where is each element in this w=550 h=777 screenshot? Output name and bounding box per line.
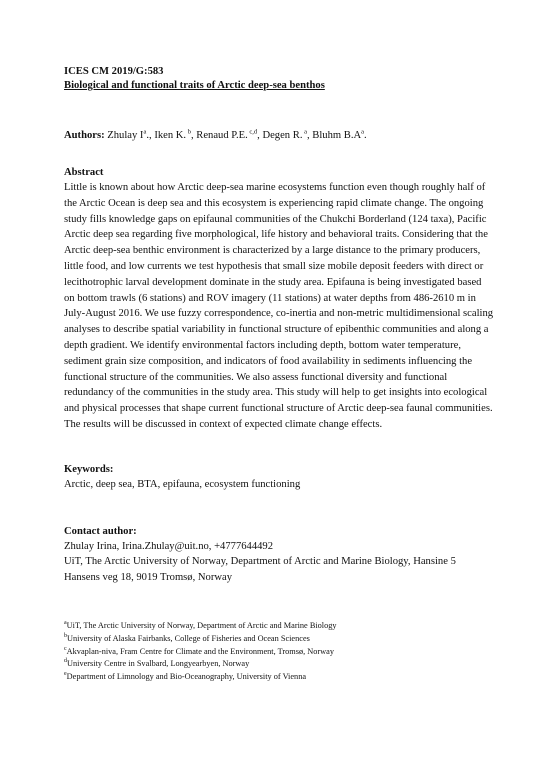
authors-label: Authors: <box>64 130 105 141</box>
author: Renaud P.E. $^{c,d}$, <box>196 128 263 141</box>
abstract-heading: Abstract <box>64 167 104 178</box>
affiliations-list <box>64 620 494 684</box>
affiliation-item: $^d$University Centre in Svalbard, Longyearbyen, Norway <box>64 658 250 669</box>
contact-address: UiT, The Arctic University of Norway, Department of Arctic and Marine Biology, Hansine 5 Hansens veg 18, 9019 Tromsø, Norway <box>64 556 456 584</box>
author: Iken K. $^b$, <box>154 128 197 141</box>
conference-reference: ICES CM 2019/G:583 <box>64 66 164 77</box>
affiliation-item: $^a$UiT, The Arctic University of Norway, Department of Arctic and Marine Biology <box>64 620 337 630</box>
keywords-heading: Keywords: <box>64 463 114 475</box>
affiliation-item: $^c$Akvaplan-niva, Fram Centre for Climate and the Environment, Tromsø, Norway <box>64 645 334 656</box>
document-page <box>64 65 494 684</box>
contact-heading: Contact author: <box>64 525 137 537</box>
affiliation-item: $^b$University of Alaska Fairbanks, College of Fisheries and Ocean Sciences <box>64 632 310 643</box>
paper-title: Biological and functional traits of Arctic deep-sea benthos <box>64 80 325 91</box>
abstract-text: Little is known about how Arctic deep-sea marine ecosystems function even though roughly half of the Arctic Ocean is deep sea and this ecosystem is experiencing rapid climate change. The ongoing study fills knowledge gaps on epifaunal communities of the Chukchi Borderland (124 taxa), Pacific Arctic deep sea regarding five morphological, life history and behavioral traits. Considering that the Arctic deep-sea benthic environment is characterized by a large distance to the primary producers, little food, and low currents we test hypothesis that small size mobile deposit feeders with direct or lecithotrophic larval development dominate in the study area. Epifauna is being investigated based on bottom trawls (6 stations) and ROV imagery (11 stations) at water depths from 486-2610 m in July-August 2016. We use fuzzy correspondence, co-inertia and non-metric multidimensional scaling analyses to describe spatial variability in functional structure of epibenthic communities and along a depth gradient. We identify environmental factors including depth, bottom water temperature, sediment grain size composition, and indicators of food availability in sediments influencing the functional structure of the communities. We also assess functional diversity and functional redundancy of the communities in the study area. This study will help to get insights into ecological and physical processes that shape current functional structure of Arctic deep-sea faunal communities. The results will be discussed in context of expected climate change effects. <box>64 182 494 430</box>
keywords-text: Arctic, deep sea, BTA, epifauna, ecosystem functioning <box>64 478 301 490</box>
affiliation-item: $^e$Department of Limnology and Bio-Oceanography, University of Vienna <box>64 671 307 682</box>
authors-line <box>64 129 494 143</box>
author: Zhulay $I^a$., <box>107 128 155 141</box>
author: Bluhm $B.A^a$. <box>312 128 367 141</box>
contact-name-email: Zhulay Irina, Irina.Zhulay@uit.no, +4777644492 <box>64 540 274 552</box>
author: Degen R. $^a$, <box>262 128 313 141</box>
